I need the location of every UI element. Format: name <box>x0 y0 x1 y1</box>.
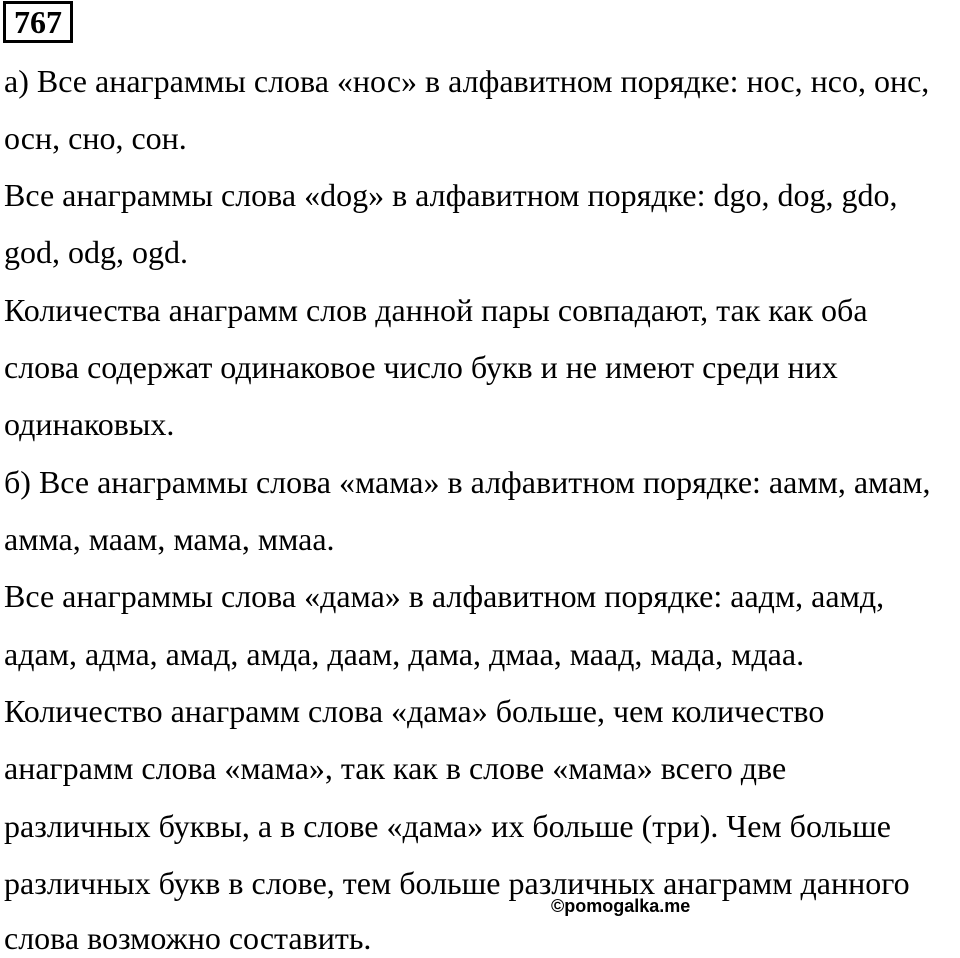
text-line-14: различных буквы, а в слове «дама» их больше (три). Чем больше <box>4 808 891 844</box>
text-line-16: слова возможно составить. <box>4 920 372 956</box>
text-line-2: осн, сно, сон. <box>4 120 187 156</box>
watermark: ©pomogalka.me <box>551 896 691 916</box>
text-line-3: Все анаграммы слова «dog» в алфавитном порядке: dgo, dog, gdo, <box>4 177 898 213</box>
text-line-15: различных букв в слове, тем больше различных анаграмм данного <box>4 865 910 901</box>
text-line-6: слова содержат одинаковое число букв и не имеют среди них <box>4 349 838 385</box>
text-line-12: Количество анаграмм слова «дама» больше, чем количество <box>4 693 825 729</box>
text-line-9: амма, маам, мама, ммаа. <box>4 521 335 557</box>
text-line-5: Количества анаграмм слов данной пары совпадают, так как оба <box>4 292 868 328</box>
text-line-4: god, odg, ogd. <box>4 234 188 270</box>
task-number: 767 <box>3 1 73 43</box>
text-line-13: анаграмм слова «мама», так как в слове «мама» всего две <box>4 750 787 786</box>
text-line-8: б) Все анаграммы слова «мама» в алфавитном порядке: аамм, амам, <box>4 464 931 500</box>
text-line-7: одинаковых. <box>4 406 175 442</box>
text-line-11: адам, адма, амад, амда, даам, дама, дмаа, маад, мада, мдаа. <box>4 636 805 672</box>
text-line-10: Все анаграммы слова «дама» в алфавитном порядке: аадм, аамд, <box>4 578 885 614</box>
text-line-1: а) Все анаграммы слова «нос» в алфавитном порядке: нос, нсо, онс, <box>4 63 930 99</box>
